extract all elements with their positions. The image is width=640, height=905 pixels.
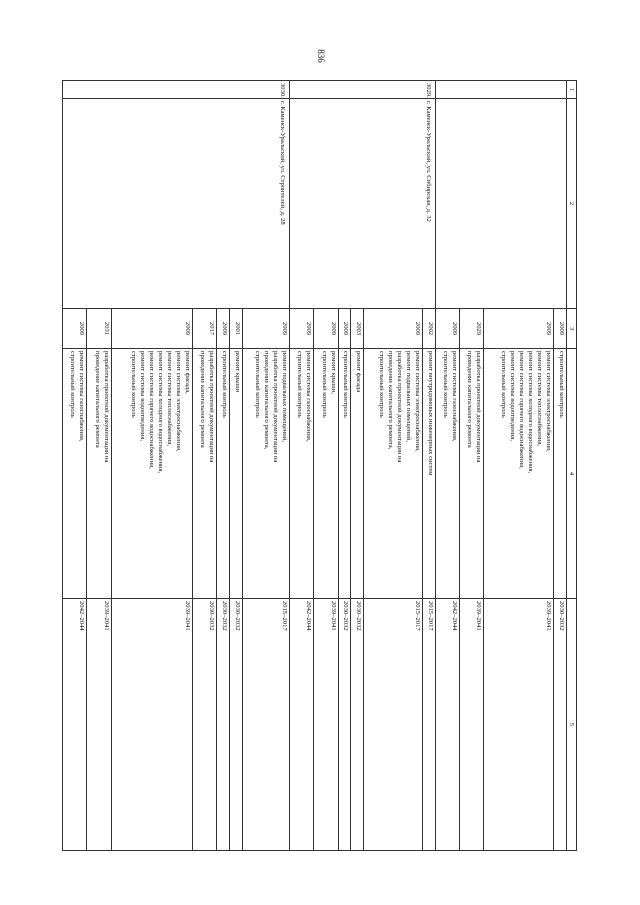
works-cell bbox=[87, 349, 111, 599]
period-cell: 2015–2017 bbox=[243, 599, 290, 851]
work-item: проведение капитального ремонта bbox=[466, 351, 474, 448]
work-item: ремонт системы горячего водоснабжения, bbox=[518, 351, 526, 469]
year-cell: 2009 bbox=[314, 309, 338, 349]
work-item: ремонт системы горячего водоснабжения, bbox=[148, 351, 156, 469]
works-cell bbox=[290, 349, 314, 599]
work-item: ремонт системы теплоснабжения, bbox=[166, 351, 174, 446]
work-item: проведение капитального ремонта bbox=[199, 351, 207, 448]
work-item: ремонт системы электроснабжения, bbox=[545, 351, 553, 452]
work-item: ремонт фасада, bbox=[184, 351, 192, 394]
works-cell bbox=[314, 349, 338, 599]
work-item: строительный контроль bbox=[342, 351, 350, 418]
period-cell: 2015–2017 bbox=[422, 599, 435, 851]
works-cell bbox=[554, 349, 567, 599]
work-item: ремонт системы газоснабжения, bbox=[450, 351, 458, 442]
works-cell bbox=[243, 349, 290, 599]
period-cell: 2015–2017 bbox=[364, 599, 423, 851]
work-item: строительный контроль bbox=[254, 351, 262, 418]
year-cell: 2009 bbox=[217, 309, 230, 349]
work-item: ремонт системы холодного водоснабжения, bbox=[157, 351, 165, 474]
work-item: строительный контроль bbox=[320, 351, 328, 418]
object-address: г. Каменск-Уральский, ул. Сибирская, д. 32 bbox=[290, 99, 435, 309]
works-cell bbox=[351, 349, 364, 599]
work-item: проведение капитального ремонта, bbox=[386, 351, 394, 450]
work-item: ремонт подвальных помещений, bbox=[281, 351, 289, 442]
work-item: ремонт системы газоснабжения, bbox=[305, 351, 313, 442]
work-item: разработка проектной документации на bbox=[208, 351, 216, 463]
work-item: ремонт системы холодного водоснабжения, bbox=[527, 351, 535, 474]
works-cell bbox=[484, 349, 554, 599]
table-row bbox=[554, 81, 567, 851]
year-cell: 2009 bbox=[338, 309, 351, 349]
year-cell: 2009 bbox=[290, 309, 314, 349]
works-cell bbox=[338, 349, 351, 599]
page-number: 836 bbox=[316, 49, 326, 63]
work-item: ремонт внутридомовых инженерных систем bbox=[426, 351, 434, 476]
table-container bbox=[62, 80, 577, 850]
object-address bbox=[435, 99, 566, 309]
work-item: проведение капитального ремонта bbox=[93, 351, 101, 448]
year-cell: 2001 bbox=[230, 309, 243, 349]
works-cell bbox=[422, 349, 435, 599]
year-cell: 2009 bbox=[63, 309, 87, 349]
works-cell bbox=[217, 349, 230, 599]
period-cell: 2030–2032 bbox=[230, 599, 243, 851]
work-item: разработка проектной документации на bbox=[272, 351, 280, 463]
works-cell bbox=[193, 349, 217, 599]
period-cell: 2042–2044 bbox=[435, 599, 459, 851]
year-cell: 2009 bbox=[554, 309, 567, 349]
work-item: ремонт системы теплоснабжения, bbox=[536, 351, 544, 446]
header-col-2: 2 bbox=[567, 99, 577, 309]
object-number: 3029. bbox=[290, 81, 435, 99]
work-item: строительный контроль bbox=[296, 351, 304, 418]
period-cell: 2039–2041 bbox=[459, 599, 483, 851]
work-item: строительный контроль bbox=[221, 351, 229, 418]
object-address: г. Каменск-Уральский, ул. Строителей, д. 28 bbox=[63, 99, 290, 309]
work-item: ремонт системы газоснабжения, bbox=[78, 351, 86, 442]
table-row bbox=[243, 81, 290, 851]
works-cell bbox=[230, 349, 243, 599]
works-cell bbox=[459, 349, 483, 599]
header-row bbox=[567, 81, 577, 851]
work-item: строительный контроль bbox=[500, 351, 508, 418]
year-cell: 2029 bbox=[459, 309, 483, 349]
year-cell: 2009 bbox=[364, 309, 423, 349]
work-item: строительный контроль bbox=[130, 351, 138, 418]
year-cell: 2002 bbox=[422, 309, 435, 349]
works-cell bbox=[435, 349, 459, 599]
year-cell: 2009 bbox=[435, 309, 459, 349]
period-cell: 2039–2041 bbox=[314, 599, 338, 851]
period-cell: 2042–2044 bbox=[290, 599, 314, 851]
work-item: разработка проектной документации на bbox=[102, 351, 110, 463]
period-cell: 2030–2032 bbox=[193, 599, 217, 851]
work-item: ремонт подвальных помещений, bbox=[404, 351, 412, 442]
period-cell: 2039–2041 bbox=[111, 599, 193, 851]
work-item: ремонт системы электроснабжения, bbox=[175, 351, 183, 452]
work-item: строительный контроль bbox=[441, 351, 449, 418]
works-cell bbox=[111, 349, 193, 599]
period-cell: 2030–2032 bbox=[217, 599, 230, 851]
period-cell: 2042–2044 bbox=[63, 599, 87, 851]
period-cell: 2039–2041 bbox=[87, 599, 111, 851]
header-col-5: 5 bbox=[567, 599, 577, 851]
work-item: ремонт фасада bbox=[355, 351, 363, 393]
object-number bbox=[435, 81, 566, 99]
year-cell: 2031 bbox=[87, 309, 111, 349]
work-item: разработка проектной документации на bbox=[475, 351, 483, 463]
period-cell: 2030–2032 bbox=[554, 599, 567, 851]
work-item: строительный контроль bbox=[558, 351, 565, 418]
object-number: 3030. bbox=[63, 81, 290, 99]
period-cell: 2030–2032 bbox=[338, 599, 351, 851]
work-item: ремонт крыши bbox=[234, 351, 241, 393]
year-cell: 2009 bbox=[111, 309, 193, 349]
works-cell bbox=[63, 349, 87, 599]
work-item: ремонт системы электроснабжения, bbox=[413, 351, 421, 452]
work-item: строительный контроль bbox=[377, 351, 385, 418]
works-cell bbox=[364, 349, 423, 599]
header-col-4: 4 bbox=[567, 349, 577, 599]
work-item: ремонт крыши, bbox=[329, 351, 337, 394]
work-item: проведение капитального ремонта, bbox=[263, 351, 271, 450]
period-cell: 2030–2032 bbox=[351, 599, 364, 851]
year-cell: 2009 bbox=[243, 309, 290, 349]
year-cell: 2003 bbox=[351, 309, 364, 349]
work-item: ремонт системы водоотведения, bbox=[139, 351, 147, 442]
work-item: строительный контроль bbox=[69, 351, 77, 418]
year-cell: 2009 bbox=[484, 309, 554, 349]
repair-schedule-table bbox=[62, 80, 577, 851]
header-col-3: 3 bbox=[567, 309, 577, 349]
period-cell: 2039–2041 bbox=[484, 599, 554, 851]
header-col-1: 1 bbox=[567, 81, 577, 99]
work-item: разработка проектной документации на bbox=[395, 351, 403, 463]
year-cell: 2017 bbox=[193, 309, 217, 349]
table-row bbox=[422, 81, 435, 851]
work-item: ремонт системы водоотведения, bbox=[509, 351, 517, 442]
